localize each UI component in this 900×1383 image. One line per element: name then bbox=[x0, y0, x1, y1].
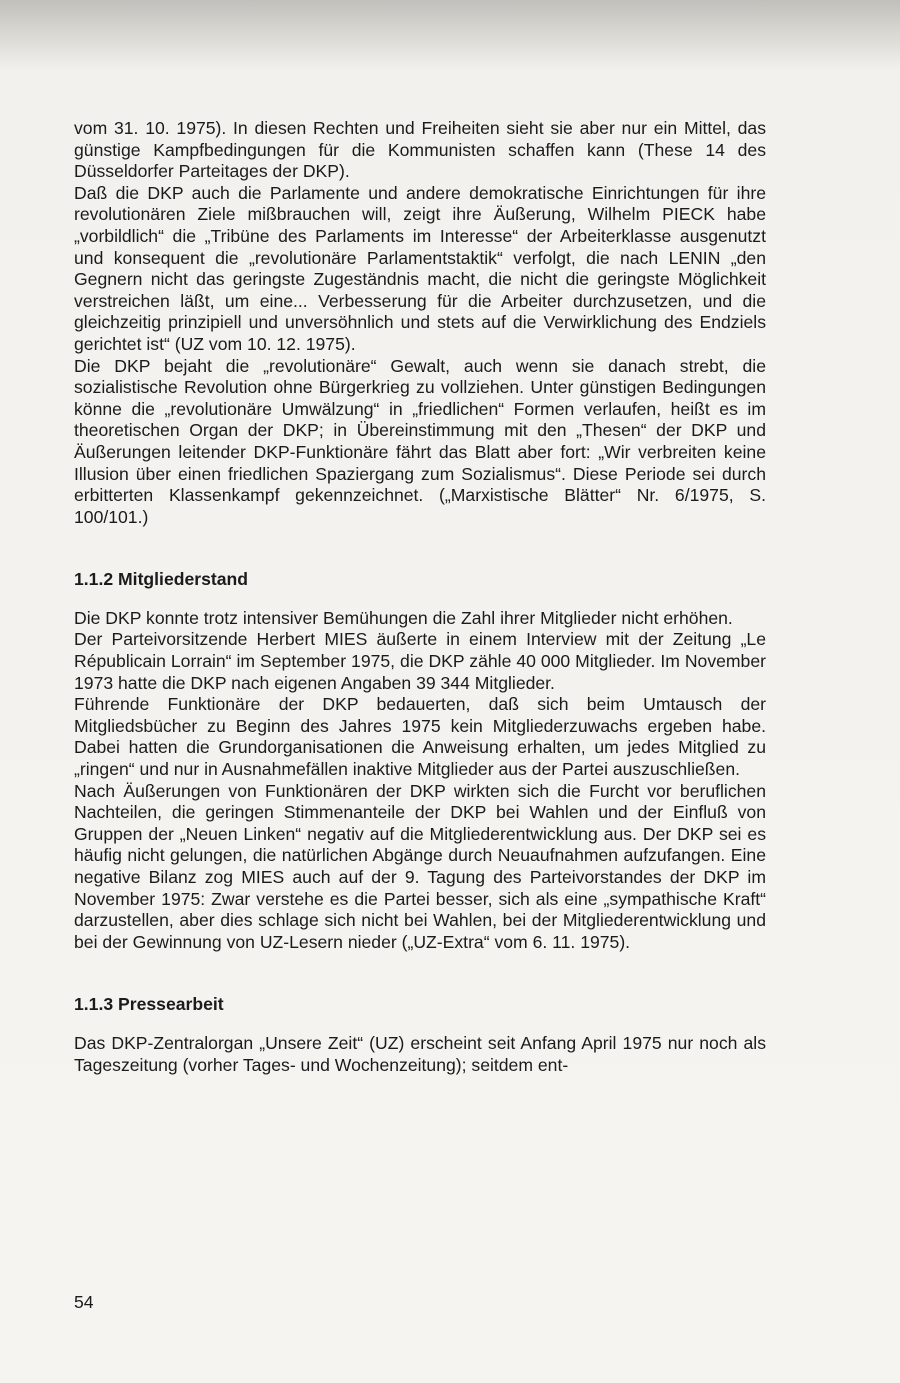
paragraph-mitgliederstand-2: Der Parteivorsitzende Herbert MIES äußerte in einem Interview mit der Zeitung „Le Républicain Lorrain“ im September 1975, die DKP zähle 40 000 Mitglieder. Im November 1973 hatte die DKP nach eigenen Angaben 39 344 Mitglieder. bbox=[74, 629, 766, 693]
paragraph-pressearbeit-1: Das DKP-Zentralorgan „Unsere Zeit“ (UZ) erscheint seit Anfang April 1975 nur noch als Tageszeitung (vorher Tages- und Wochenzeitung); seitdem ent- bbox=[74, 1032, 766, 1075]
paragraph-intro-1: vom 31. 10. 1975). In diesen Rechten und Freiheiten sieht sie aber nur ein Mittel, das günstige Kampfbedingungen für die Kommunisten schaffen kann (These 14 des Düsseldorfer Parteitages der DKP). bbox=[74, 118, 766, 182]
heading-spacer bbox=[74, 591, 766, 608]
section-heading-pressearbeit: 1.1.3 Pressearbeit bbox=[74, 994, 224, 1015]
heading-spacer bbox=[74, 1016, 766, 1033]
document-body bbox=[74, 118, 766, 1076]
page-number: 54 bbox=[74, 1292, 94, 1312]
paragraph-mitgliederstand-4: Nach Äußerungen von Funktionären der DKP wirkten sich die Furcht vor beruflichen Nachteilen, die geringen Stimmenanteile der DKP bei Wahlen und der Einfluß von Gruppen der „Neuen Linken“ negativ auf die Mitgliederentwicklung aus. Der DKP sei es häufig nicht gelungen, die natürlichen Abgänge durch Neuaufnahmen aufzufangen. Eine negative Bilanz zog MIES auch auf der 9. Tagung des Parteivorstandes der DKP im November 1975: Zwar verstehe es die Partei besser, sich als eine „sympathische Kraft“ darzustellen, aber dies schlage sich nicht bei Wahlen, bei der Mitgliederentwicklung und bei der Gewinnung von UZ-Lesern nieder („UZ-Extra“ vom 6. 11. 1975). bbox=[74, 780, 766, 952]
paragraph-intro-2: Daß die DKP auch die Parlamente und andere demokratische Einrichtungen für ihre revolutionären Ziele mißbrauchen will, zeigt ihre Äußerung, Wilhelm PIECK habe „vorbildlich“ die „Tribüne des Parlaments im Interesse“ der Arbeiterklasse ausgenutzt und konsequent die „revolutionäre Parlamentstaktik“ verfolgt, die nach LENIN „den Gegnern nicht das geringste Zugeständnis macht, die nicht die geringste Möglichkeit verstreichen läßt, um eine... Verbesserung für die Arbeiter durchzusetzen, und die gleichzeitig prinzipiell und unversöhnlich und stets auf die Verwirklichung des Endziels gerichtet ist“ (UZ vom 10. 12. 1975). bbox=[74, 182, 766, 354]
paragraph-mitgliederstand-1: Die DKP konnte trotz intensiver Bemühungen die Zahl ihrer Mitglieder nicht erhöhen. bbox=[74, 607, 733, 628]
paragraph-intro-3: Die DKP bejaht die „revolutionäre“ Gewalt, auch wenn sie danach strebt, die sozialistische Revolution ohne Bürgerkrieg zu vollziehen. Unter günstigen Bedingungen könne die „revolutionäre Umwälzung“ in „friedlichen“ Formen verlaufen, heißt es im theoretischen Organ der DKP; in Übereinstimmung mit den „Thesen“ der DKP und Äußerungen leitender DKP-Funktionäre fährt das Blatt aber fort: „Wir verbreiten keine Illusion über einen friedlichen Spaziergang zum Sozialismus“. Diese Periode sei durch erbitterten Klassenkampf gekennzeichnet. („Marxistische Blätter“ Nr. 6/1975, S. 100/101.) bbox=[74, 355, 766, 527]
section-spacer bbox=[74, 953, 766, 994]
paragraph-mitgliederstand-3: Führende Funktionäre der DKP bedauerten, daß sich beim Umtausch der Mitgliedsbücher zu Beginn des Jahres 1975 kein Mitgliederzuwachs ergeben habe. Dabei hatten die Grundorganisationen die Anweisung erhalten, um jedes Mitglied zu „ringen“ und nur in Ausnahmefällen inaktive Mitglieder aus der Partei auszuschließen. bbox=[74, 694, 766, 780]
scan-shadow bbox=[0, 0, 900, 70]
section-heading-mitgliederstand: 1.1.2 Mitgliederstand bbox=[74, 569, 249, 590]
section-spacer bbox=[74, 528, 766, 569]
